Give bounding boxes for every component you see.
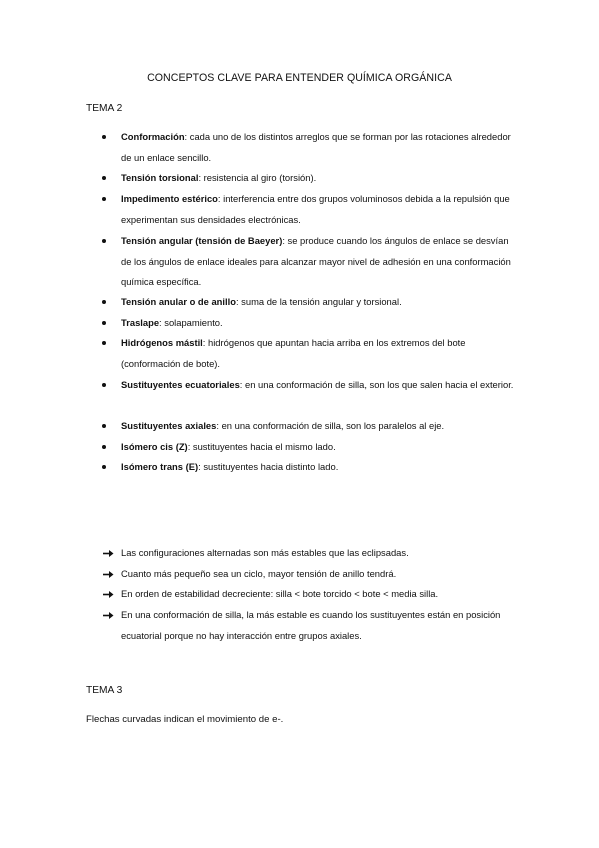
definition-term: Tensión torsional — [121, 172, 199, 183]
list-item — [121, 457, 516, 478]
note-text: En orden de estabilidad decreciente: silla < bote torcido < bote < media silla. — [121, 588, 439, 599]
bullet-icon — [102, 424, 106, 428]
note-text: En una conformación de silla, la más estable es cuando los sustituyentes están en posición ecuatorial porque no hay interacción entre grupos axiales. — [121, 609, 501, 641]
list-item — [121, 543, 516, 564]
list-item — [121, 584, 516, 605]
bullet-icon — [102, 321, 106, 325]
document-title: CONCEPTOS CLAVE PARA ENTENDER QUÍMICA ORGÁNICA — [147, 72, 452, 84]
bullet-icon — [102, 135, 106, 139]
definition-term: Isómero cis (Z) — [121, 441, 188, 452]
list-item — [121, 313, 516, 334]
definition-term: Conformación — [121, 131, 185, 142]
arrow-right-icon — [103, 549, 115, 558]
arrow-right-icon — [103, 611, 115, 620]
list-item — [121, 292, 516, 313]
note-text: Cuanto más pequeño sea un ciclo, mayor tensión de anillo tendrá. — [121, 568, 397, 579]
bullet-icon — [102, 176, 106, 180]
bullet-icon — [102, 383, 106, 387]
definition-text: : sustituyentes hacia el mismo lado. — [187, 441, 336, 452]
definition-text: : en una conformación de silla, son los paralelos al eje. — [216, 420, 445, 431]
list-item — [121, 416, 516, 437]
definition-text: : en una conformación de silla, son los que salen hacia el exterior. — [239, 379, 514, 390]
definition-term: Tensión angular (tensión de Baeyer) — [121, 235, 283, 246]
section-heading-tema-2: TEMA 2 — [86, 103, 123, 114]
definition-text: : solapamiento. — [159, 317, 223, 328]
list-item — [121, 231, 516, 293]
definition-text: : cada uno de los distintos arreglos que se forman por las rotaciones alrededor de un enlace sencillo. — [121, 131, 511, 163]
list-item — [121, 437, 516, 458]
arrow-right-icon — [103, 590, 115, 599]
definition-text: : resistencia al giro (torsión). — [198, 172, 317, 183]
list-item — [121, 333, 516, 374]
definition-text: : suma de la tensión angular y torsional. — [235, 296, 402, 307]
bullet-icon — [102, 239, 106, 243]
definition-term: Tensión anular o de anillo — [121, 296, 236, 307]
bullet-icon — [102, 341, 106, 345]
bullet-icon — [102, 465, 106, 469]
definition-text: : se produce cuando los ángulos de enlace se desvían de los ángulos de enlace ideales para alcanzar mayor nivel de adhesión en una conformación química específica. — [121, 235, 511, 288]
list-item — [121, 168, 516, 189]
definition-term: Traslape — [121, 317, 160, 328]
bullet-icon — [102, 300, 106, 304]
definition-text: : hidrógenos que apuntan hacia arriba en los extremos del bote (conformación de bote). — [121, 337, 466, 369]
definition-term: Isómero trans (E) — [121, 461, 199, 472]
definition-text: : sustituyentes hacia distinto lado. — [198, 461, 339, 472]
definition-term: Hidrógenos mástil — [121, 337, 203, 348]
bullet-icon — [102, 197, 106, 201]
arrow-right-icon — [103, 570, 115, 579]
definition-term: Impedimento estérico — [121, 193, 218, 204]
definition-text: : interferencia entre dos grupos voluminosos debida a la repulsión que experimentan sus densidades electrónicas. — [121, 193, 510, 225]
definition-term: Sustituyentes axiales — [121, 420, 217, 431]
section-heading-tema-3: TEMA 3 — [86, 685, 123, 696]
tema-3-paragraph: Flechas curvadas indican el movimiento de e-. — [86, 714, 284, 725]
definition-term: Sustituyentes ecuatoriales — [121, 379, 240, 390]
list-item — [121, 189, 516, 230]
list-item — [121, 564, 516, 585]
list-item — [121, 127, 516, 168]
list-item — [121, 605, 516, 646]
note-text: Las configuraciones alternadas son más estables que las eclipsadas. — [121, 547, 409, 558]
bullet-icon — [102, 445, 106, 449]
list-item — [121, 375, 516, 396]
